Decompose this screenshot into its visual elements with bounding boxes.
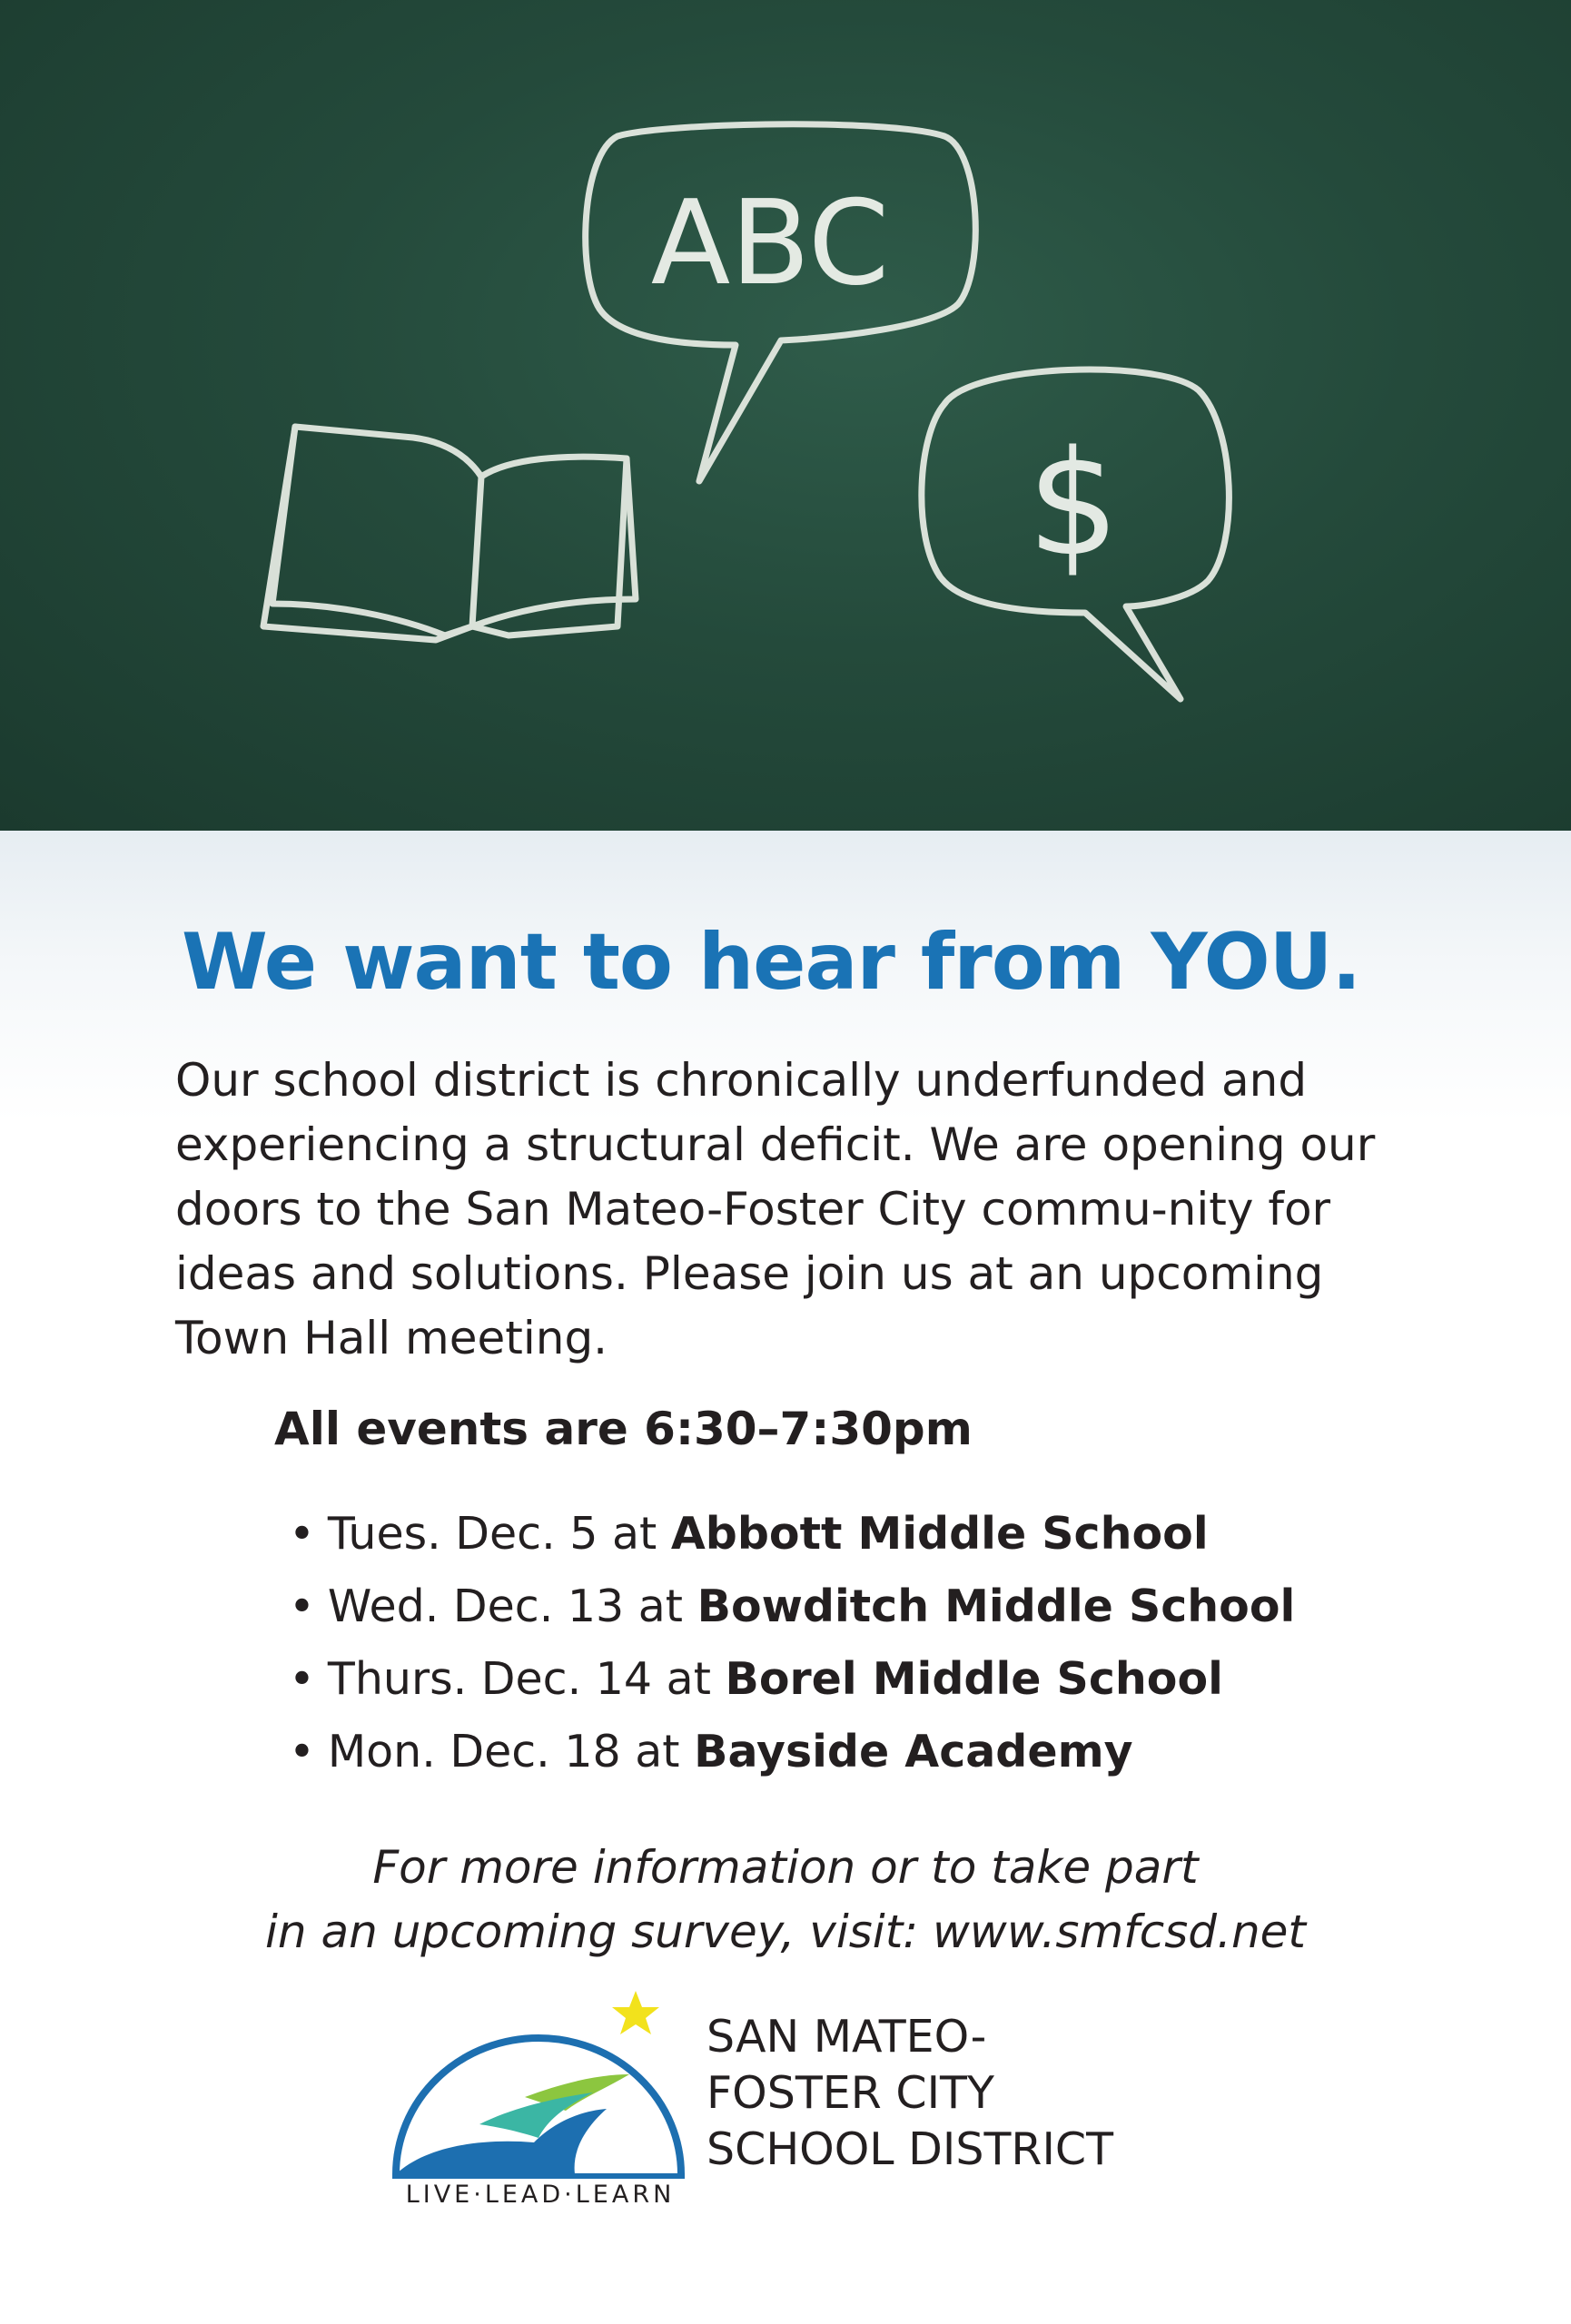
bullet-icon: • xyxy=(289,1581,315,1632)
star-icon xyxy=(612,1991,659,2034)
event-location: Bowditch Middle School xyxy=(697,1581,1296,1632)
district-name xyxy=(706,2009,1113,2178)
event-location: Bayside Academy xyxy=(694,1726,1133,1777)
more-info xyxy=(0,1836,1571,1965)
board-dollar-symbol: $ xyxy=(1027,419,1120,588)
district-name-line-3: SCHOOL DISTRICT xyxy=(706,2123,1114,2175)
intro-paragraph: Our school district is chronically underfunded and experiencing a structural deficit. We are opening our doors to the San Mateo-Foster City commu-nity for ideas and solutions. Please join us at an upcoming Town Hall meeting. xyxy=(175,1054,1376,1364)
headline: We want to hear from YOU. xyxy=(182,917,1361,1008)
event-item xyxy=(289,1716,1295,1788)
district-name-line-1: SAN MATEO- xyxy=(706,2011,987,2063)
event-date: Tues. Dec. 5 at xyxy=(327,1508,671,1560)
more-info-line-2[interactable]: in an upcoming survey, visit: www.smfcsd.net xyxy=(265,1905,1306,1958)
event-item xyxy=(289,1571,1295,1643)
event-list xyxy=(289,1498,1295,1788)
district-name-line-2: FOSTER CITY xyxy=(706,2067,994,2119)
logo-tagline: LIVE·LEAD·LEARN xyxy=(405,2181,676,2209)
board-abc-text: ABC xyxy=(650,176,890,311)
events-heading: All events are 6:30–7:30pm xyxy=(274,1403,973,1455)
event-date: Thurs. Dec. 14 at xyxy=(327,1653,726,1705)
event-item xyxy=(289,1643,1295,1716)
event-date: Mon. Dec. 18 at xyxy=(327,1726,695,1777)
bullet-icon: • xyxy=(289,1726,315,1777)
bullet-icon: • xyxy=(289,1653,315,1705)
bullet-icon: • xyxy=(289,1508,315,1560)
event-date: Wed. Dec. 13 at xyxy=(327,1581,697,1632)
event-location: Borel Middle School xyxy=(725,1653,1223,1705)
event-location: Abbott Middle School xyxy=(670,1508,1209,1560)
event-item xyxy=(289,1498,1295,1571)
more-info-line-1: For more information or to take part xyxy=(372,1841,1199,1894)
